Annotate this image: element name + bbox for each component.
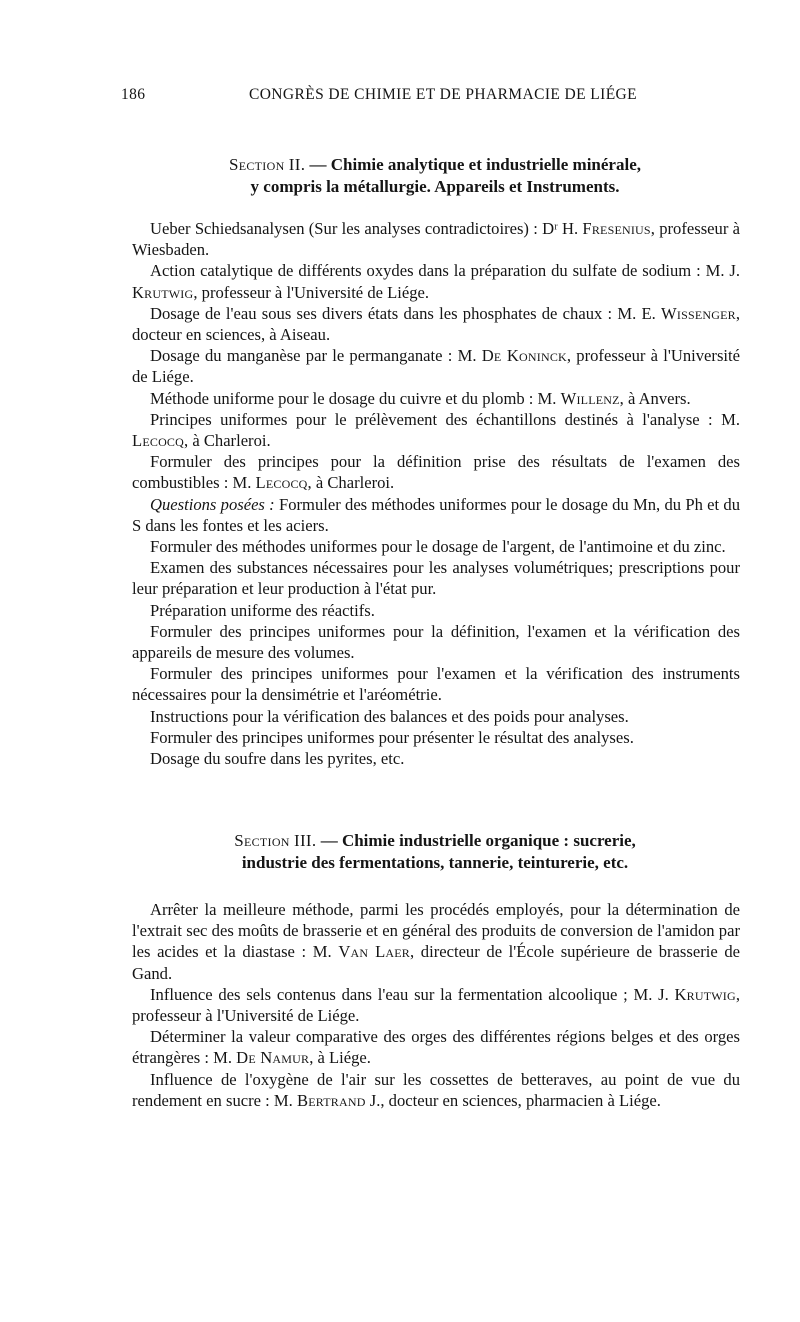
section-2-number: II. bbox=[288, 155, 306, 174]
question-item: Instructions pour la vérification des balances et des poids pour analyses. bbox=[150, 706, 629, 726]
section-2-entry: Principes uniformes pour le prélèvement des échantillons destinés à l'analyse : M. Lecocq, à Charleroi. bbox=[132, 409, 740, 451]
section-2-entry: Méthode uniforme pour le dosage du cuivre et du plomb : M. Willenz, à Anvers. bbox=[150, 388, 691, 408]
section-3-heading bbox=[120, 830, 750, 874]
section-3-entry: Arrêter la meilleure méthode, parmi les procédés employés, pour la détermination de l'extrait sec des moûts de brasserie et en général des produits de conversion de l'amidon par les acides et la diastase : M. Van Laer, directeur de l'École supérieure de brasserie de Gand. bbox=[132, 900, 740, 983]
running-title: CONGRÈS DE CHIMIE ET DE PHARMACIE DE LIÉGE bbox=[248, 86, 638, 103]
section-2-entry: Dosage du manganèse par le permanganate : M. De Koninck, professeur à l'Université de Liége. bbox=[132, 346, 740, 387]
section-3-entry: Déterminer la valeur comparative des orges des différentes régions belges et des orges étrangères : M. De Namur, à Liége. bbox=[132, 1027, 740, 1068]
section-2-heading-line1: Section II. — Chimie analytique et industrielle minérale, bbox=[228, 155, 641, 174]
section-2-label: Section bbox=[228, 155, 285, 174]
section-3-title-line1: Chimie industrielle organique : sucrerie, bbox=[341, 831, 636, 850]
section-3-heading-line1: Section III. — Chimie industrielle organique : sucrerie, bbox=[234, 831, 636, 850]
section-2-entry: Formuler des principes pour la définition prise des résultats de l'examen des combustibles : M. Lecocq, à Charleroi. bbox=[132, 452, 740, 493]
section-3-number: III. bbox=[294, 831, 317, 850]
questions-label: Questions posées : bbox=[150, 494, 275, 514]
section-3-label: Section bbox=[234, 831, 290, 850]
section-2-heading bbox=[120, 154, 750, 198]
running-head bbox=[121, 86, 743, 108]
question-item: Dosage du soufre dans les pyrites, etc. bbox=[150, 749, 405, 769]
question-item: Préparation uniforme des réactifs. bbox=[150, 600, 375, 620]
section-2-title-line1: Chimie analytique et industrielle minérale, bbox=[330, 155, 641, 174]
section-2-entry: Ueber Schiedsanalysen (Sur les analyses contradictoires) : Dʳ H. Fresenius, professeur à Wiesbaden. bbox=[132, 219, 740, 260]
questions-entry: Questions posées : Formuler des méthodes uniformes pour le dosage du Mn, du Ph et du S dans les fontes et les aciers. bbox=[132, 494, 740, 535]
section-3-entry: Influence des sels contenus dans l'eau sur la fermentation alcoolique ; M. J. Krutwig, professeur à l'Université de Liége. bbox=[132, 984, 740, 1026]
section-3-title-line2: industrie des fermentations, tannerie, teinturerie, etc. bbox=[241, 853, 629, 872]
section-2-entry: Action catalytique de différents oxydes dans la préparation du sulfate de sodium : M. J. Krutwig, professeur à l'Université de Liége. bbox=[132, 261, 740, 302]
section-2-entries bbox=[132, 218, 740, 769]
question-item: Formuler des principes uniformes pour la définition, l'examen et la vérification des appareils de mesure des volumes. bbox=[132, 621, 740, 663]
section-3-entries bbox=[132, 899, 740, 1111]
page-number: 186 bbox=[121, 86, 146, 103]
question-item: Formuler des principes uniformes pour présenter le résultat des analyses. bbox=[150, 727, 634, 747]
question-item: Examen des substances nécessaires pour les analyses volumétriques; prescriptions pour leur préparation et leur production à l'état pur. bbox=[132, 558, 740, 599]
section-2-entry: Dosage de l'eau sous ses divers états dans les phosphates de chaux : M. E. Wissenger, docteur en sciences, à Aiseau. bbox=[132, 303, 740, 345]
question-item: Formuler des principes uniformes pour l'examen et la vérification des instruments nécessaires pour la densimétrie et l'aréométrie. bbox=[132, 664, 740, 705]
question-item: Formuler des méthodes uniformes pour le dosage de l'argent, de l'antimoine et du zinc. bbox=[150, 537, 726, 557]
section-2-title-line2: y compris la métallurgie. Appareils et Instruments. bbox=[250, 177, 620, 196]
section-3-entry: Influence de l'oxygène de l'air sur les cossettes de betteraves, au point de vue du rendement en sucre : M. Bertrand J., docteur en sciences, pharmacien à Liége. bbox=[132, 1069, 740, 1110]
